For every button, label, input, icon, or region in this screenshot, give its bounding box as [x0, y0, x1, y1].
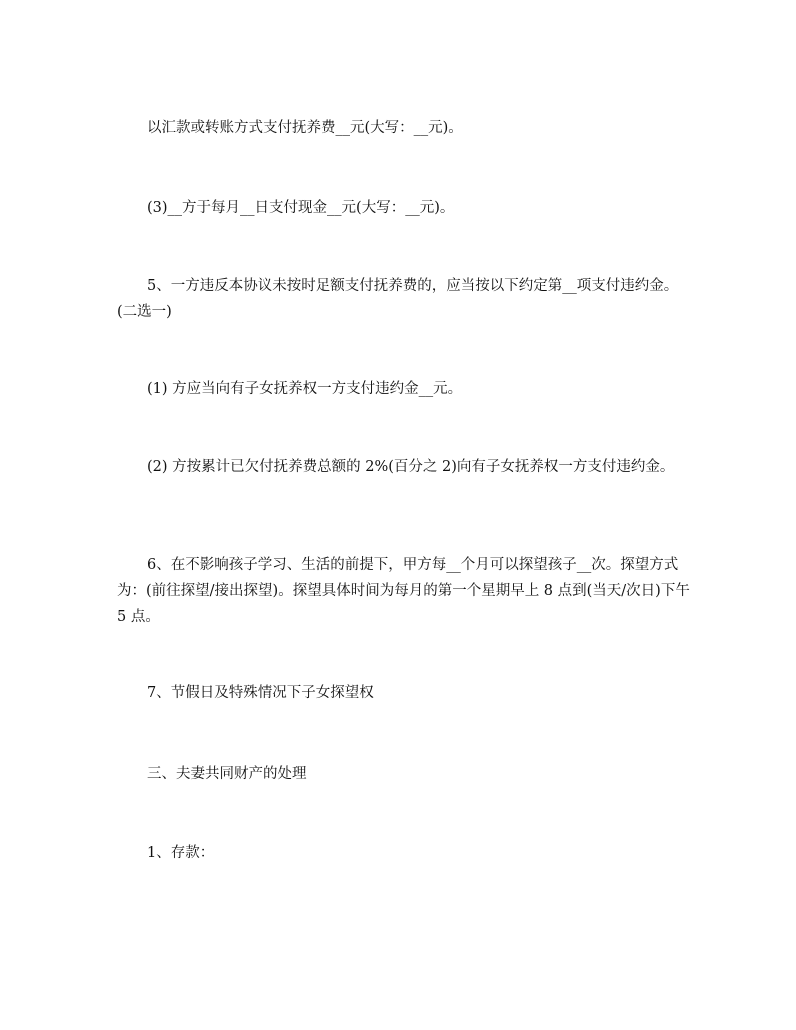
section-heading-joint-property: 三、夫妻共同财产的处理 [147, 766, 307, 782]
paragraph-penalty-option-2: (2) 方按累计已欠付抚养费总额的 2%(百分之 2)向有子女抚养权一方支付违约金。 [147, 459, 675, 475]
paragraph-clause-5-penalty: 5、一方违反本协议未按时足额支付抚养费的，应当按以下约定第__项支付违约金。(二选一) [117, 278, 679, 320]
paragraph-payment-cash: (3)__方于每月__日支付现金__元(大写：__元)。 [147, 200, 455, 216]
paragraph-payment-transfer: 以汇款或转账方式支付抚养费__元(大写：__元)。 [147, 120, 463, 136]
paragraph-clause-6-visitation: 6、在不影响孩子学习、生活的前提下，甲方每__个月可以探望孩子__次。探望方式为：(前往探望/接出探望)。探望具体时间为每月的第一个星期早上 8 点到(当天/次日)下午 5 点。 [117, 557, 690, 625]
paragraph-clause-7-holiday-visitation: 7、节假日及特殊情况下子女探望权 [147, 685, 374, 701]
paragraph-penalty-option-1: (1) 方应当向有子女抚养权一方支付违约金__元。 [147, 381, 463, 397]
paragraph-deposits: 1、存款： [147, 845, 215, 861]
